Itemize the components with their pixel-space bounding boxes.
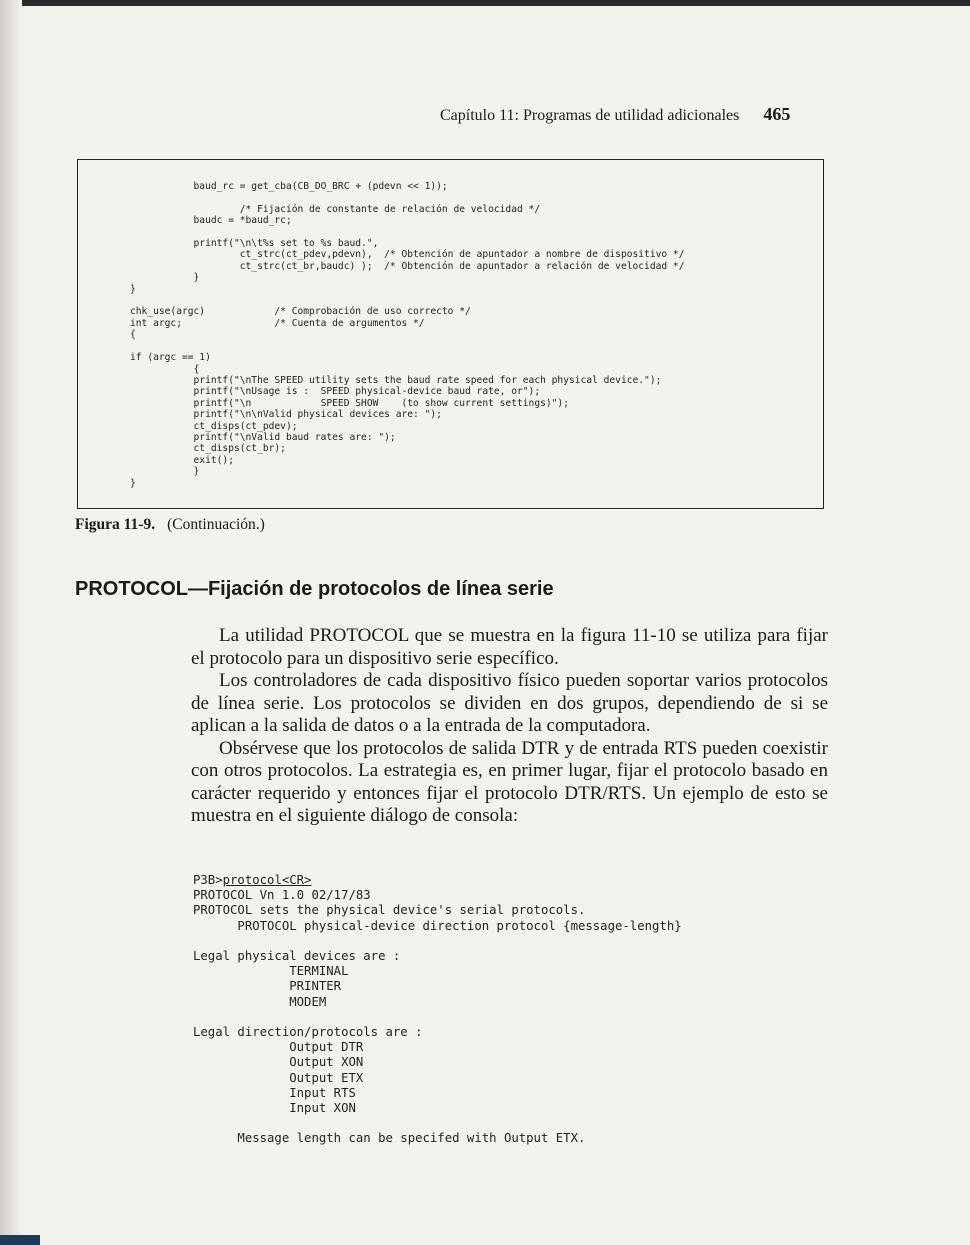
paragraph: Obsérvese que los protocolos de salida DTR y de entrada RTS pueden coexistir con otros protocolos. La estrategia es, en primer lugar, fijar el protocolo basado en carácter requerido y entonces fijar el protocolo DTR/RTS. Un ejemplo de esto se muestra en el siguiente diálogo de consola:: [191, 737, 828, 826]
code-line: }: [130, 477, 136, 489]
console-command: protocol<CR>: [222, 873, 312, 887]
console-line: Legal direction/protocols are :: [193, 1025, 423, 1040]
section-heading: PROTOCOL—Fijación de protocolos de línea serie: [75, 578, 554, 600]
console-line: Output DTR: [193, 1040, 364, 1055]
console-line: Legal physical devices are :: [193, 949, 401, 964]
running-header: [440, 104, 840, 125]
code-line: baudc = *baud_rc;: [130, 215, 292, 227]
code-line: exit();: [130, 454, 234, 466]
code-line: ct_strc(ct_pdev,pdevn), /* Obtención de apuntador a nombre de dispositivo */: [130, 249, 685, 261]
body-text: [191, 625, 828, 828]
console-line: Input RTS: [193, 1085, 356, 1100]
code-line: {: [130, 329, 136, 341]
code-line: ct_strc(ct_br,baudc) ); /* Obtención de apuntador a relación de velocidad */: [130, 260, 685, 272]
figure-caption: [75, 516, 265, 534]
page-binding-shadow: [0, 0, 22, 1245]
code-listing: [130, 181, 685, 489]
code-line: printf("\nUsage is : SPEED physical-device baud rate, or");: [130, 386, 541, 398]
paragraph: Los controladores de cada dispositivo físico pueden soportar varios protocolos de línea serie. Los protocolos se dividen en dos grupos, dependiendo de si se aplican a la salida de datos o a la entrada de la computadora.: [191, 670, 828, 736]
code-line: ct_disps(ct_br);: [130, 443, 286, 455]
code-line: printf("\nValid baud rates are: ");: [130, 431, 396, 443]
code-line: if (argc == 1): [130, 352, 211, 364]
page-corner-mark: [0, 1235, 40, 1245]
console-line: PROTOCOL Vn 1.0 02/17/83: [193, 888, 371, 903]
page-top-edge: [0, 0, 970, 6]
code-line: {: [130, 363, 200, 375]
code-line: printf("\n SPEED SHOW (to show current settings)");: [130, 397, 569, 409]
paragraph: La utilidad PROTOCOL que se muestra en la figura 11-10 se utiliza para fijar el protocolo para un dispositivo serie específico.: [191, 625, 828, 669]
figure-caption-label: Figura 11-9.: [75, 516, 156, 533]
code-line: chk_use(argc) /* Comprobación de uso correcto */: [130, 306, 471, 318]
code-line: printf("\n\t%s set to %s baud.",: [130, 238, 379, 250]
console-line: MODEM: [193, 994, 327, 1009]
console-line: Message length can be specifed with Output ETX.: [193, 1131, 586, 1146]
console-line: Output XON: [193, 1055, 364, 1070]
console-prompt: P3B>: [193, 873, 223, 887]
console-line: PRINTER: [193, 979, 342, 994]
console-line: PROTOCOL physical-device direction protocol {message-length}: [193, 918, 682, 933]
console-line: PROTOCOL sets the physical device's serial protocols.: [193, 903, 586, 918]
chapter-title: Capítulo 11: Programas de utilidad adicionales: [440, 107, 740, 124]
console-line: Output ETX: [193, 1070, 364, 1085]
code-line: }: [130, 272, 200, 284]
code-line: int argc; /* Cuenta de argumentos */: [130, 317, 425, 329]
code-line: printf("\nThe SPEED utility sets the baud rate speed for each physical device.");: [130, 374, 662, 386]
console-dialog: [193, 873, 682, 1147]
console-output: [193, 888, 682, 1145]
page-number: 465: [763, 104, 791, 124]
code-line: ct_disps(ct_pdev);: [130, 420, 298, 432]
code-line: printf("\n\nValid physical devices are: ");: [130, 409, 442, 421]
code-line: baud_rc = get_cba(CB_DO_BRC + (pdevn << 1));: [130, 181, 448, 192]
code-line: }: [130, 283, 136, 295]
code-line: /* Fijación de constante de relación de velocidad */: [130, 203, 541, 215]
console-line: TERMINAL: [193, 964, 349, 979]
figure-caption-text: (Continuación.): [167, 516, 265, 533]
console-line: Input XON: [193, 1101, 356, 1116]
code-line: }: [130, 466, 200, 478]
